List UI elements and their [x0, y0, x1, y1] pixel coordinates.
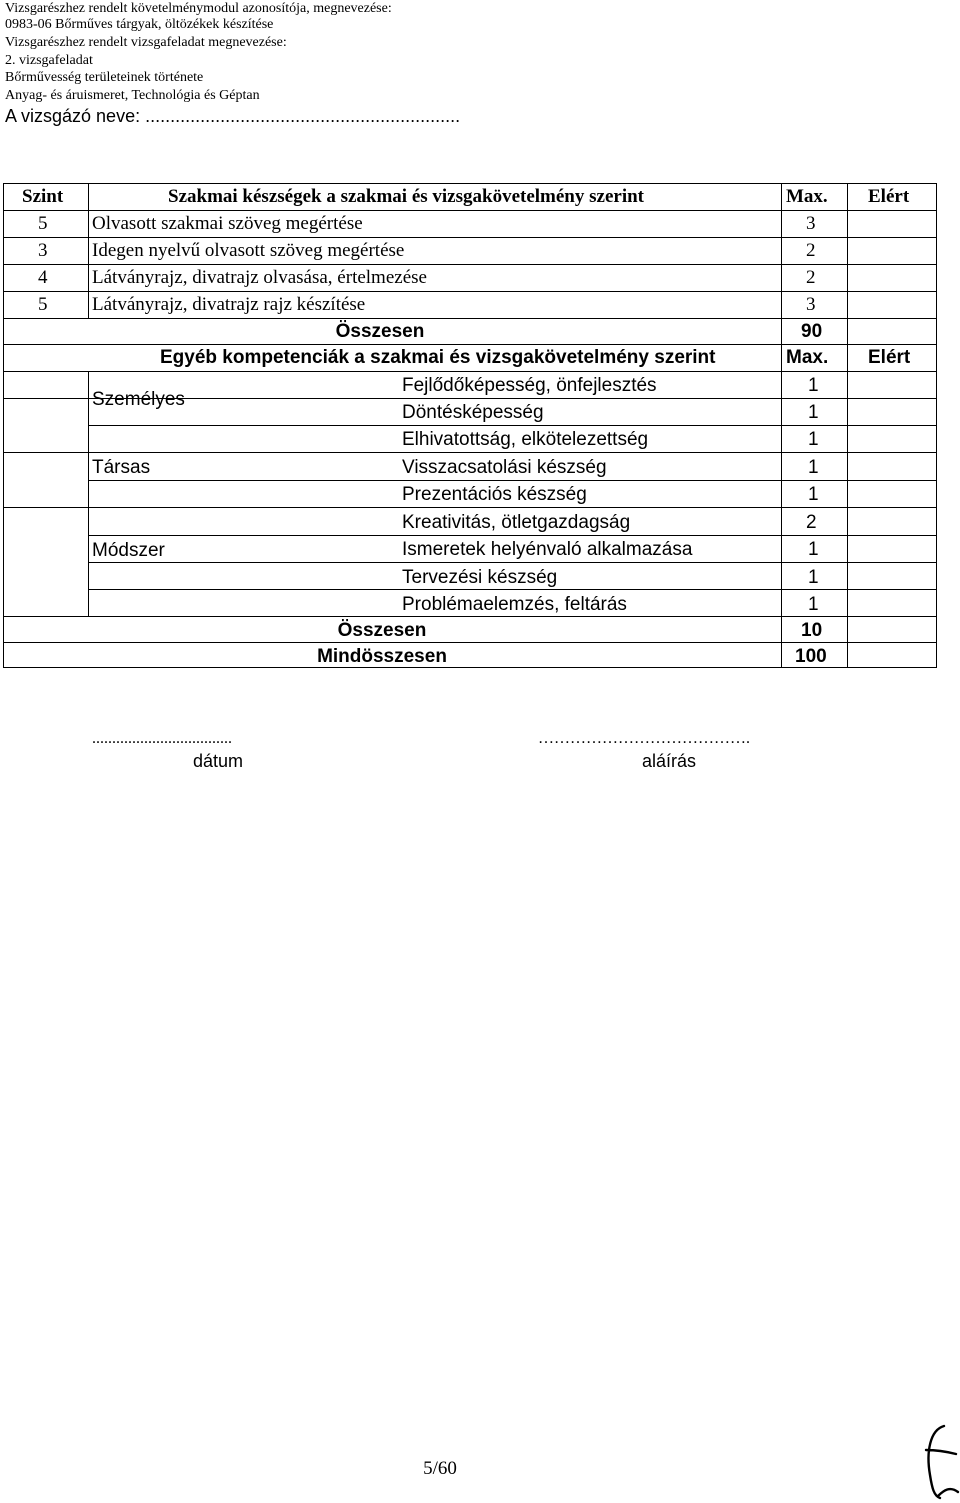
category-social: Társas: [92, 457, 151, 478]
col-header-max: Max.: [786, 347, 829, 368]
competency-name: Problémaelemzés, feltárás: [402, 594, 627, 615]
col-header-competencies: Egyéb kompetenciák a szakmai és vizsgakövetelmény szerint: [160, 347, 716, 368]
competency-max: 1: [808, 375, 819, 396]
date-label: dátum: [193, 751, 244, 771]
date-line: ...................................: [92, 730, 232, 747]
handwritten-mark-icon: [918, 1420, 960, 1500]
section2-total-value: 10: [801, 620, 823, 641]
section1-total-label: Összesen: [335, 321, 425, 342]
task-label: Vizsgarészhez rendelt vizsgafeladat megnevezése:: [5, 35, 287, 50]
grand-total-label: Mindösszesen: [317, 646, 447, 667]
skill-name: Olvasott szakmai szöveg megértése: [92, 213, 363, 234]
category-methodology: Módszer: [92, 540, 165, 561]
section2-total-label: Összesen: [337, 620, 427, 641]
col-header-skills: Szakmai készségek a szakmai és vizsgakövetelmény szerint: [168, 186, 644, 207]
task-number: 2. vizsgafeladat: [5, 53, 93, 68]
page-number: 5/60: [423, 1458, 457, 1479]
competency-name: Döntésképesség: [402, 402, 544, 423]
competency-name: Kreativitás, ötletgazdagság: [402, 512, 631, 533]
skill-level: 3: [38, 240, 48, 261]
competency-name: Ismeretek helyénvaló alkalmazása: [402, 539, 693, 560]
skill-level: 5: [38, 294, 48, 315]
skill-name: Látványrajz, divatrajz olvasása, értelmezése: [92, 267, 427, 288]
skill-max: 2: [806, 267, 816, 288]
skill-max: 2: [806, 240, 816, 261]
col-header-max: Max.: [786, 186, 828, 207]
grand-total-value: 100: [795, 646, 827, 667]
skill-level: 4: [38, 267, 48, 288]
skill-name: Látványrajz, divatrajz rajz készítése: [92, 294, 366, 315]
competency-max: 1: [808, 457, 819, 478]
skill-name: Idegen nyelvű olvasott szöveg megértése: [92, 240, 405, 261]
competency-max: 1: [808, 484, 819, 505]
task-subjects: Anyag- és áruismeret, Technológia és Géptan: [5, 88, 260, 103]
col-header-level: Szint: [22, 186, 64, 207]
competency-max: 1: [808, 539, 819, 560]
competency-name: Prezentációs készség: [402, 484, 587, 505]
competency-name: Tervezési készség: [402, 567, 558, 588]
competency-max: 1: [808, 567, 819, 588]
competency-max: 1: [808, 594, 819, 615]
competency-name: Elhivatottság, elkötelezettség: [402, 429, 649, 450]
competency-max: 2: [806, 512, 817, 533]
signature-label: aláírás: [642, 751, 697, 771]
skill-max: 3: [806, 213, 816, 234]
skill-level: 5: [38, 213, 48, 234]
competency-name: Visszacsatolási készség: [402, 457, 607, 478]
section1-total-value: 90: [801, 321, 823, 342]
competency-max: 1: [808, 402, 819, 423]
module-name: 0983-06 Bőrműves tárgyak, öltözékek készítése: [5, 17, 274, 32]
competency-name: Fejlődőképesség, önfejlesztés: [402, 375, 657, 396]
task-title: Bőrművesség területeinek története: [5, 70, 204, 85]
col-header-achieved: Elért: [868, 347, 911, 368]
col-header-achieved: Elért: [868, 186, 910, 207]
category-personal: Személyes: [92, 389, 185, 410]
module-id-label: Vizsgarészhez rendelt követelménymodul azonosítója, megnevezése:: [5, 1, 392, 16]
skill-max: 3: [806, 294, 816, 315]
signature-line: ………………………………….: [538, 730, 750, 747]
examinee-name-field: A vizsgázó neve: ...............................................................: [5, 106, 461, 126]
competency-max: 1: [808, 429, 819, 450]
